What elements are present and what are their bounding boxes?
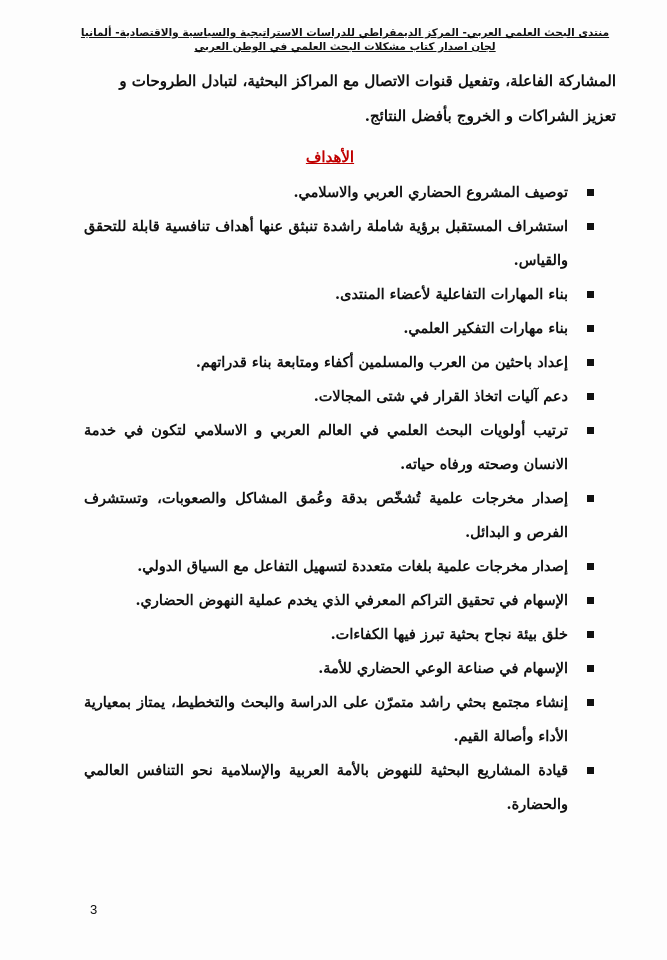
header-line-2: لجان اصدار كتاب مشكلات البحث العلمي في الوطن العربي (194, 41, 496, 53)
goal-item (84, 618, 568, 652)
page-number: 3 (90, 902, 98, 917)
goal-item (84, 210, 568, 278)
square-bullet-icon (587, 189, 594, 196)
square-bullet-icon (587, 291, 594, 298)
goal-text: إنشاء مجتمع بحثي راشد متمرّن على الدراسة والبحث والتخطيط، يمتاز بمعيارية الأداء وأصالة القيم. (84, 694, 568, 745)
goal-text: إصدار مخرجات علمية تُشخّص بدقة وعُمق المشاكل والصعوبات، وتستشرف الفرص و البدائل. (84, 490, 568, 541)
goal-item (84, 686, 568, 754)
goal-text: استشراف المستقبل برؤية شاملة راشدة تنبثق عنها أهداف تنافسية قابلة للتحقق والقياس. (84, 218, 568, 269)
square-bullet-icon (587, 563, 594, 570)
square-bullet-icon (587, 495, 594, 502)
goals-list (84, 176, 568, 822)
page-header (80, 26, 610, 54)
goal-text: الإسهام في تحقيق التراكم المعرفي الذي يخدم عملية النهوض الحضاري. (135, 592, 568, 609)
section-title-goals: الأهداف (305, 148, 355, 166)
square-bullet-icon (587, 223, 594, 230)
goal-text: إصدار مخرجات علمية بلغات متعددة لتسهيل التفاعل مع السياق الدولي. (137, 558, 568, 575)
header-line-1: منتدى البحث العلمي العربي- المركز الديمقراطي للدراسات الاستراتيجية والسياسية والاقتصادية- ألمانيا (80, 27, 610, 39)
goal-text: خلق بيئة نجاح بحثية تبرز فيها الكفاءات. (330, 626, 568, 643)
goal-item (84, 346, 568, 380)
square-bullet-icon (587, 393, 594, 400)
intro-line-1: المشاركة الفاعلة، وتفعيل قنوات الاتصال مع المراكز البحثية، لتبادل الطروحات و (119, 72, 616, 90)
square-bullet-icon (587, 597, 594, 604)
goal-text: ترتيب أولويات البحث العلمي في العالم العربي و الاسلامي لتكون في خدمة الانسان وصحته ورفاه حياته. (84, 422, 568, 473)
goal-text: الإسهام في صناعة الوعي الحضاري للأمة. (318, 660, 568, 677)
goal-item (84, 652, 568, 686)
goal-text: إعداد باحثين من العرب والمسلمين أكفاء ومتابعة بناء قدراتهم. (195, 354, 568, 371)
goal-item (84, 584, 568, 618)
square-bullet-icon (587, 631, 594, 638)
goal-text: قيادة المشاريع البحثية للنهوض بالأمة العربية والإسلامية نحو التنافس العالمي والحضارة. (84, 762, 568, 813)
goal-item (84, 754, 568, 822)
goal-item (84, 482, 568, 550)
goal-text: توصيف المشروع الحضاري العربي والاسلامي. (293, 184, 568, 201)
intro-paragraph (76, 64, 616, 134)
goal-text: دعم آليات اتخاذ القرار في شتى المجالات. (313, 388, 568, 405)
goal-item (84, 414, 568, 482)
square-bullet-icon (587, 665, 594, 672)
square-bullet-icon (587, 427, 594, 434)
square-bullet-icon (587, 325, 594, 332)
goal-text: بناء المهارات التفاعلية لأعضاء المنتدى. (335, 286, 568, 303)
goal-item (84, 550, 568, 584)
square-bullet-icon (587, 359, 594, 366)
goal-item (84, 278, 568, 312)
square-bullet-icon (587, 699, 594, 706)
goal-item (84, 176, 568, 210)
square-bullet-icon (587, 767, 594, 774)
intro-line-2: تعزيز الشراكات و الخروج بأفضل النتائج. (364, 107, 616, 125)
goal-text: بناء مهارات التفكير العلمي. (403, 320, 568, 337)
goal-item (84, 380, 568, 414)
goal-item (84, 312, 568, 346)
